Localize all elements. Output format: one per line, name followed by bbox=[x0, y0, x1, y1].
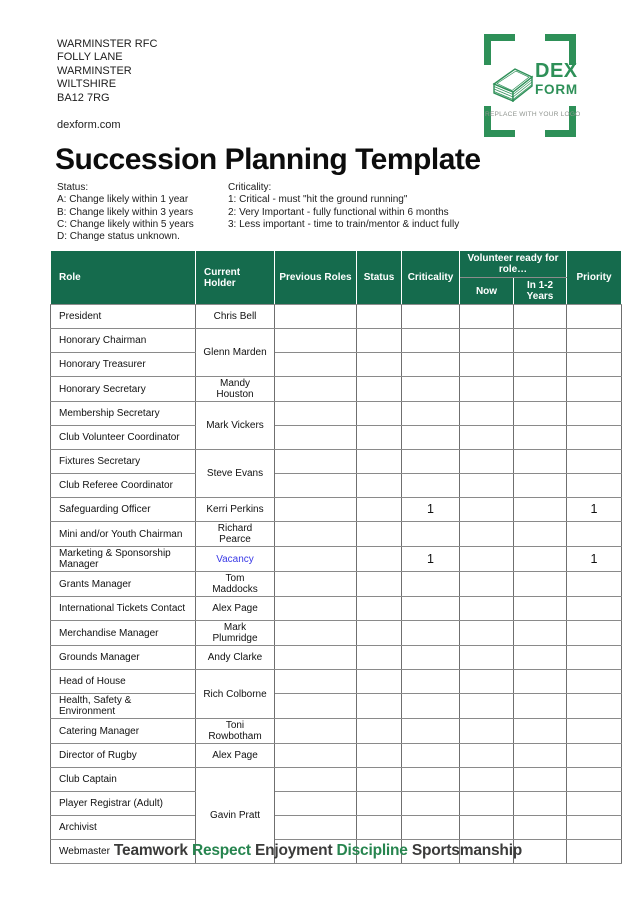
priority-cell bbox=[567, 474, 622, 498]
table-row bbox=[51, 816, 622, 840]
status-cell bbox=[357, 572, 402, 597]
now-cell bbox=[460, 768, 514, 792]
role-cell: Grants Manager bbox=[51, 572, 196, 597]
criticality-cell bbox=[402, 646, 460, 670]
status-legend-item: D: Change status unknown. bbox=[57, 231, 180, 243]
status-cell bbox=[357, 474, 402, 498]
paper-stack-icon bbox=[492, 62, 534, 102]
previous_roles-cell bbox=[275, 474, 357, 498]
criticality-cell bbox=[402, 744, 460, 768]
priority-cell bbox=[567, 450, 622, 474]
status-cell bbox=[357, 402, 402, 426]
role-cell: President bbox=[51, 305, 196, 329]
in_years-cell bbox=[514, 547, 567, 572]
role-cell: Membership Secretary bbox=[51, 402, 196, 426]
role-cell: Club Captain bbox=[51, 768, 196, 792]
criticality-cell bbox=[402, 694, 460, 719]
club-address bbox=[57, 38, 157, 105]
role-cell: Player Registrar (Adult) bbox=[51, 792, 196, 816]
table-row bbox=[51, 426, 622, 450]
criticality-cell bbox=[402, 792, 460, 816]
in_years-cell bbox=[514, 402, 567, 426]
header-criticality: Criticality bbox=[402, 251, 460, 305]
in_years-cell bbox=[514, 572, 567, 597]
priority-cell bbox=[567, 426, 622, 450]
priority-cell bbox=[567, 768, 622, 792]
table-row bbox=[51, 572, 622, 597]
logo-word-top: DEX bbox=[535, 60, 578, 82]
role-cell: Merchandise Manager bbox=[51, 621, 196, 646]
criticality-cell: 1 bbox=[402, 498, 460, 522]
criticality-legend bbox=[228, 182, 459, 231]
previous_roles-cell bbox=[275, 572, 357, 597]
now-cell bbox=[460, 498, 514, 522]
previous_roles-cell bbox=[275, 426, 357, 450]
status-legend-item: C: Change likely within 5 years bbox=[57, 218, 194, 230]
status-cell bbox=[357, 329, 402, 353]
holder-cell: Mark Plumridge bbox=[196, 621, 275, 646]
criticality-legend-heading: Criticality: bbox=[228, 182, 272, 193]
criticality-cell bbox=[402, 426, 460, 450]
role-cell: Webmaster bbox=[51, 840, 196, 864]
holder-cell: Alex Page bbox=[196, 744, 275, 768]
role-cell: Club Volunteer Coordinator bbox=[51, 426, 196, 450]
criticality-cell bbox=[402, 621, 460, 646]
now-cell bbox=[460, 329, 514, 353]
criticality-cell bbox=[402, 329, 460, 353]
table-row bbox=[51, 744, 622, 768]
priority-cell: 1 bbox=[567, 547, 622, 572]
criticality-cell bbox=[402, 597, 460, 621]
status-cell bbox=[357, 621, 402, 646]
logo-wordmark bbox=[535, 61, 578, 97]
in_years-cell bbox=[514, 474, 567, 498]
criticality-cell bbox=[402, 816, 460, 840]
status-legend-heading: Status: bbox=[57, 182, 89, 193]
header-priority: Priority bbox=[567, 251, 622, 305]
in_years-cell bbox=[514, 646, 567, 670]
dexform-logo bbox=[484, 34, 581, 137]
holder-cell: Chris Bell bbox=[196, 305, 275, 329]
now-cell bbox=[460, 450, 514, 474]
table-row bbox=[51, 792, 622, 816]
header-volunteer-ready: Volunteer ready for role… bbox=[460, 251, 567, 278]
holder-cell: Tom Maddocks bbox=[196, 572, 275, 597]
criticality-cell: 1 bbox=[402, 547, 460, 572]
in_years-cell bbox=[514, 670, 567, 694]
header-status: Status bbox=[357, 251, 402, 305]
club-value-word: Enjoyment bbox=[254, 842, 333, 859]
previous_roles-cell bbox=[275, 402, 357, 426]
previous_roles-cell bbox=[275, 621, 357, 646]
in_years-cell bbox=[514, 329, 567, 353]
address-line: WILTSHIRE bbox=[57, 78, 117, 91]
previous_roles-cell bbox=[275, 670, 357, 694]
in_years-cell bbox=[514, 768, 567, 792]
role-cell: Fixtures Secretary bbox=[51, 450, 196, 474]
in_years-cell bbox=[514, 816, 567, 840]
in_years-cell bbox=[514, 597, 567, 621]
criticality-cell bbox=[402, 474, 460, 498]
previous_roles-cell bbox=[275, 768, 357, 792]
logo-corner-bracket bbox=[484, 34, 515, 65]
priority-cell bbox=[567, 353, 622, 377]
criticality-legend-item: 2: Very Important - fully functional within 6 months bbox=[228, 206, 449, 218]
priority-cell bbox=[567, 572, 622, 597]
website-text: dexform.com bbox=[57, 119, 121, 131]
previous_roles-cell bbox=[275, 522, 357, 547]
table-row bbox=[51, 498, 622, 522]
role-cell: Grounds Manager bbox=[51, 646, 196, 670]
address-line: WARMINSTER bbox=[57, 64, 132, 77]
in_years-cell bbox=[514, 744, 567, 768]
previous_roles-cell bbox=[275, 353, 357, 377]
status-cell bbox=[357, 816, 402, 840]
criticality-cell bbox=[402, 768, 460, 792]
priority-cell bbox=[567, 744, 622, 768]
role-cell: Catering Manager bbox=[51, 719, 196, 744]
status-cell bbox=[357, 768, 402, 792]
holder-cell: Andy Clarke bbox=[196, 646, 275, 670]
now-cell bbox=[460, 597, 514, 621]
succession-table bbox=[50, 250, 622, 864]
in_years-cell bbox=[514, 498, 567, 522]
holder-cell: Kerri Perkins bbox=[196, 498, 275, 522]
status-cell bbox=[357, 450, 402, 474]
status-cell bbox=[357, 792, 402, 816]
previous_roles-cell bbox=[275, 719, 357, 744]
in_years-cell bbox=[514, 377, 567, 402]
status-legend-item: A: Change likely within 1 year bbox=[57, 194, 189, 206]
holder-vacancy-link[interactable]: Vacancy bbox=[196, 547, 275, 572]
table-body bbox=[51, 305, 622, 864]
priority-cell bbox=[567, 670, 622, 694]
criticality-cell bbox=[402, 305, 460, 329]
criticality-cell bbox=[402, 572, 460, 597]
table-row bbox=[51, 646, 622, 670]
in_years-cell bbox=[514, 719, 567, 744]
priority-cell bbox=[567, 305, 622, 329]
header-role: Role bbox=[51, 251, 196, 305]
address-line: BA12 7RG bbox=[57, 91, 110, 104]
table-row bbox=[51, 474, 622, 498]
logo-word-bottom: FORM bbox=[535, 82, 578, 97]
now-cell bbox=[460, 719, 514, 744]
role-cell: Director of Rugby bbox=[51, 744, 196, 768]
club-value-word: Discipline bbox=[336, 842, 408, 859]
table-row bbox=[51, 768, 622, 792]
previous_roles-cell bbox=[275, 694, 357, 719]
priority-cell bbox=[567, 402, 622, 426]
club-value-word: Respect bbox=[191, 842, 251, 859]
now-cell bbox=[460, 474, 514, 498]
criticality-cell bbox=[402, 402, 460, 426]
previous_roles-cell bbox=[275, 305, 357, 329]
now-cell bbox=[460, 426, 514, 450]
club-values-footer bbox=[0, 842, 636, 860]
now-cell bbox=[460, 646, 514, 670]
previous_roles-cell bbox=[275, 792, 357, 816]
in_years-cell bbox=[514, 792, 567, 816]
now-cell bbox=[460, 353, 514, 377]
previous_roles-cell bbox=[275, 816, 357, 840]
role-cell: Safeguarding Officer bbox=[51, 498, 196, 522]
now-cell bbox=[460, 694, 514, 719]
table-row bbox=[51, 305, 622, 329]
status-cell bbox=[357, 353, 402, 377]
address-line: FOLLY LANE bbox=[57, 51, 123, 64]
priority-cell bbox=[567, 719, 622, 744]
now-cell bbox=[460, 744, 514, 768]
criticality-cell bbox=[402, 719, 460, 744]
table-row bbox=[51, 402, 622, 426]
table-row bbox=[51, 522, 622, 547]
status-cell bbox=[357, 597, 402, 621]
priority-cell bbox=[567, 621, 622, 646]
status-cell bbox=[357, 377, 402, 402]
priority-cell bbox=[567, 816, 622, 840]
in_years-cell bbox=[514, 305, 567, 329]
previous_roles-cell bbox=[275, 597, 357, 621]
in_years-cell bbox=[514, 426, 567, 450]
criticality-cell bbox=[402, 377, 460, 402]
criticality-cell bbox=[402, 353, 460, 377]
role-cell: Marketing & Sponsorship Manager bbox=[51, 547, 196, 572]
table-row bbox=[51, 694, 622, 719]
previous_roles-cell bbox=[275, 744, 357, 768]
criticality-cell bbox=[402, 670, 460, 694]
role-cell: Mini and/or Youth Chairman bbox=[51, 522, 196, 547]
status-cell bbox=[357, 694, 402, 719]
holder-cell: Gavin Pratt bbox=[196, 768, 275, 864]
priority-cell bbox=[567, 597, 622, 621]
previous_roles-cell bbox=[275, 646, 357, 670]
role-cell: International Tickets Contact bbox=[51, 597, 196, 621]
header-previous-roles: Previous Roles bbox=[275, 251, 357, 305]
status-cell bbox=[357, 426, 402, 450]
now-cell bbox=[460, 670, 514, 694]
holder-cell: Alex Page bbox=[196, 597, 275, 621]
status-cell bbox=[357, 719, 402, 744]
in_years-cell bbox=[514, 353, 567, 377]
in_years-cell bbox=[514, 450, 567, 474]
now-cell bbox=[460, 792, 514, 816]
holder-cell: Glenn Marden bbox=[196, 329, 275, 377]
now-cell bbox=[460, 572, 514, 597]
criticality-legend-item: 1: Critical - must "hit the ground running" bbox=[228, 194, 408, 206]
previous_roles-cell bbox=[275, 547, 357, 572]
role-cell: Honorary Secretary bbox=[51, 377, 196, 402]
in_years-cell bbox=[514, 694, 567, 719]
role-cell: Head of House bbox=[51, 670, 196, 694]
holder-cell: Richard Pearce bbox=[196, 522, 275, 547]
now-cell bbox=[460, 547, 514, 572]
priority-cell bbox=[567, 377, 622, 402]
now-cell bbox=[460, 377, 514, 402]
table-row bbox=[51, 450, 622, 474]
priority-cell bbox=[567, 792, 622, 816]
table-row bbox=[51, 597, 622, 621]
now-cell bbox=[460, 305, 514, 329]
logo-tagline: REPLACE WITH YOUR LOGO bbox=[485, 111, 581, 118]
status-cell bbox=[357, 498, 402, 522]
status-legend-item: B: Change likely within 3 years bbox=[57, 206, 194, 218]
club-value-word: Teamwork bbox=[113, 842, 188, 859]
holder-cell: Toni Rowbotham bbox=[196, 719, 275, 744]
previous_roles-cell bbox=[275, 498, 357, 522]
header-in-years: In 1-2 Years bbox=[514, 278, 567, 305]
previous_roles-cell bbox=[275, 377, 357, 402]
status-legend bbox=[57, 182, 194, 243]
role-cell: Health, Safety & Environment bbox=[51, 694, 196, 719]
priority-cell: 1 bbox=[567, 498, 622, 522]
holder-cell: Steve Evans bbox=[196, 450, 275, 498]
role-cell: Club Referee Coordinator bbox=[51, 474, 196, 498]
header-now: Now bbox=[460, 278, 514, 305]
status-cell bbox=[357, 646, 402, 670]
priority-cell bbox=[567, 694, 622, 719]
previous_roles-cell bbox=[275, 329, 357, 353]
now-cell bbox=[460, 402, 514, 426]
status-cell bbox=[357, 305, 402, 329]
priority-cell bbox=[567, 329, 622, 353]
status-cell bbox=[357, 547, 402, 572]
role-cell: Honorary Treasurer bbox=[51, 353, 196, 377]
status-cell bbox=[357, 522, 402, 547]
criticality-cell bbox=[402, 522, 460, 547]
role-cell: Archivist bbox=[51, 816, 196, 840]
table-row bbox=[51, 547, 622, 572]
criticality-cell bbox=[402, 450, 460, 474]
table-row bbox=[51, 377, 622, 402]
role-cell: Honorary Chairman bbox=[51, 329, 196, 353]
header-current-holder: Current Holder bbox=[196, 251, 275, 305]
table-row bbox=[51, 670, 622, 694]
table-header bbox=[51, 251, 622, 305]
holder-cell: Mark Vickers bbox=[196, 402, 275, 450]
in_years-cell bbox=[514, 522, 567, 547]
address-line: WARMINSTER RFC bbox=[57, 38, 158, 50]
now-cell bbox=[460, 621, 514, 646]
status-cell bbox=[357, 744, 402, 768]
previous_roles-cell bbox=[275, 450, 357, 474]
criticality-legend-item: 3: Less important - time to train/mentor & induct fully bbox=[228, 218, 460, 230]
table-row bbox=[51, 329, 622, 353]
in_years-cell bbox=[514, 621, 567, 646]
now-cell bbox=[460, 522, 514, 547]
page-title: Succession Planning Template bbox=[55, 143, 481, 176]
now-cell bbox=[460, 816, 514, 840]
status-cell bbox=[357, 670, 402, 694]
table-row bbox=[51, 719, 622, 744]
club-value-word: Sportsmanship bbox=[411, 842, 523, 859]
priority-cell bbox=[567, 646, 622, 670]
holder-cell: Mandy Houston bbox=[196, 377, 275, 402]
table-row bbox=[51, 353, 622, 377]
holder-cell: Rich Colborne bbox=[196, 670, 275, 719]
priority-cell bbox=[567, 522, 622, 547]
table-row bbox=[51, 621, 622, 646]
